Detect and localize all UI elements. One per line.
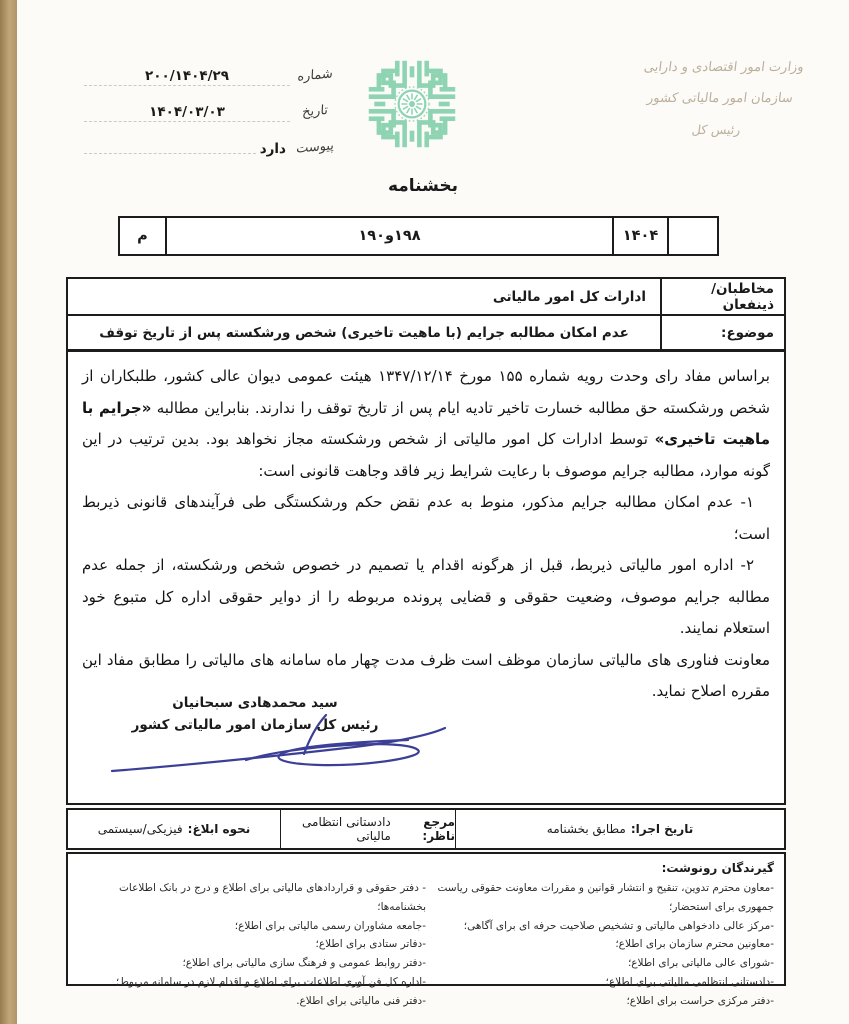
attachment-line bbox=[84, 153, 256, 154]
supervisor-cell bbox=[280, 810, 456, 848]
supervisor-value: دادستانی انتظامی مالیاتی bbox=[302, 815, 391, 843]
handwritten-signature bbox=[108, 708, 452, 788]
attachment-value: دارد bbox=[259, 141, 286, 157]
meta-attachment-row bbox=[84, 122, 340, 158]
copy-recipients-right-column bbox=[426, 879, 774, 1011]
document-meta-block bbox=[84, 50, 340, 158]
attachment-label: پیوست bbox=[295, 138, 335, 157]
cc-item: -دفتر مرکزی حراست برای اطلاع؛ bbox=[626, 994, 774, 1007]
cc-item: -جامعه مشاوران رسمی مالیاتی برای اطلاع؛ bbox=[234, 919, 426, 932]
blank-cell bbox=[669, 218, 717, 254]
page-title: بخشنامه bbox=[387, 176, 459, 196]
subject-label: موضوع: bbox=[660, 316, 784, 349]
body-p1-bold: «جرایم با ماهیت تاخیری» bbox=[82, 398, 770, 448]
cc-item: -دادستانی انتظامی مالیاتی برای اطلاع؛ bbox=[605, 975, 774, 988]
year-cell: ۱۴۰۴ bbox=[614, 218, 669, 254]
body-paragraph-2: معاونت فناوری های مالیاتی سازمان موظف است ظرف مدت چهار ماه سامانه های مالیاتی را مطابق مفاد این مقرره اصلاح نماید. bbox=[82, 650, 770, 700]
audience-label: مخاطبان/ ذینفعان bbox=[660, 279, 784, 314]
copy-recipients-columns bbox=[78, 879, 774, 1011]
execution-date-value: مطابق بخشنامه bbox=[546, 822, 626, 836]
body-item-2: ۲- اداره امور مالیاتی ذیربط، قبل از هرگونه اقدام یا تصمیم در خصوص شخص ورشکسته، از جمله عدم مطالبه جرایم موصوف، وضعیت حقوقی و قضایی پرونده مربوطه را از دوایر حقوقی اداره کل متبوع خود استعلام نمایند. bbox=[82, 556, 770, 637]
supervisor-label: مرجع ناظر: bbox=[422, 815, 455, 843]
number-label: شماره bbox=[297, 66, 334, 85]
subject-row bbox=[68, 314, 784, 349]
copy-recipients-heading: گیرندگان رونوشت: bbox=[661, 861, 774, 875]
signatory-role: رئیس کل سازمان امور مالیاتی کشور bbox=[131, 717, 379, 733]
letterhead-organization: سازمان امور مالیاتی کشور bbox=[646, 91, 794, 106]
subject-value: عدم امکان مطالبه جرایم (با ماهیت تاخیری) شخص ورشکسته پس از تاریخ توقف bbox=[99, 324, 629, 341]
signatory-name: سید محمدهادی سبحانیان bbox=[172, 695, 338, 711]
audience-row bbox=[68, 279, 784, 314]
number-value: ۲۰۰/۱۴۰۴/۲۹ bbox=[144, 68, 230, 84]
cc-item: -شورای عالی مالیاتی برای اطلاع؛ bbox=[627, 957, 774, 970]
cc-item: -مرکز عالی دادخواهی مالیاتی و تشخیص صلاحیت حرفه ای برای آگاهی؛ bbox=[463, 919, 774, 932]
meta-date-row bbox=[84, 86, 340, 122]
cc-item: -دفتر روابط عمومی و فرهنگ سازی مالیاتی برای اطلاع؛ bbox=[182, 957, 426, 970]
letterhead-role: رئیس کل bbox=[690, 122, 742, 137]
body-p1-after: توسط ادارات کل امور مالیاتی از شخص ورشکسته مجاز نخواهد بود. بدین ترتیب در این گونه موارد، مطالبه جرایم موصوف با رعایت شرایط زیر فاقد وجاهت قانونی است: bbox=[82, 430, 770, 480]
execution-date-cell bbox=[456, 810, 784, 848]
cc-item: -دفتر فنی مالیاتی برای اطلاع. bbox=[296, 994, 426, 1007]
cc-item: - دفتر حقوقی و قراردادهای مالیاتی برای اطلاع و درج در بانک اطلاعات بخشنامه‌ها؛ bbox=[119, 882, 426, 913]
scan-edge-strip bbox=[0, 0, 17, 1024]
class-letter-cell: م bbox=[120, 218, 167, 254]
execution-date-label: تاریخ اجرا: bbox=[630, 822, 694, 836]
cc-item: -دفاتر ستادی برای اطلاع؛ bbox=[315, 938, 426, 951]
number-line bbox=[84, 65, 290, 86]
notification-method-value: فیزیکی/سیستمی bbox=[97, 822, 183, 836]
letterhead-ministry: وزارت امور اقتصادی و دارایی bbox=[642, 60, 805, 75]
date-label: تاریخ bbox=[301, 102, 329, 121]
notification-method-label: نحوه ابلاغ: bbox=[187, 822, 251, 836]
audience-subject-table bbox=[66, 277, 786, 351]
classification-strip bbox=[118, 216, 719, 256]
cc-item: -معاون محترم تدوین، تنقیح و انتشار قوانین و مقررات معاونت حقوقی ریاست جمهوری برای استحضار؛ bbox=[437, 882, 774, 913]
body-p1-before: براساس مفاد رای وحدت رویه شماره ۱۵۵ مورخ ۱۳۴۷/۱۲/۱۴ هیئت عمومی دیوان عالی کشور، طلبکاران از شخص ورشکسته حق مطالبه خسارت تاخیر تادیه ایام پس از تاریخ توقف را ندارند. بنابراین مطالبه bbox=[82, 367, 771, 417]
cc-item: -اداره کل فن آوری اطلاعات برای اطلاع و اقدام لازم در سامانه مربوط؛ bbox=[115, 975, 426, 988]
copy-recipients-left-column bbox=[78, 879, 426, 1011]
body-paragraph-1 bbox=[82, 361, 770, 487]
audience-value: ادارات کل امور مالیاتی bbox=[492, 288, 646, 305]
meta-number-row bbox=[84, 50, 340, 86]
copy-recipients-box bbox=[66, 852, 786, 1007]
tax-administration-emblem-icon bbox=[366, 56, 458, 152]
notification-method-cell bbox=[68, 810, 280, 848]
execution-info-row bbox=[66, 808, 786, 850]
date-value: ۱۴۰۴/۰۳/۰۳ bbox=[149, 104, 225, 120]
body-item-1: ۱- عدم امکان مطالبه جرایم مذکور، منوط به عدم نقض حکم ورشکستگی طی فرآیندهای قانونی ذیربط است؛ bbox=[82, 493, 770, 543]
date-line bbox=[84, 101, 290, 122]
letterhead bbox=[599, 52, 840, 145]
articles-cell: ۱۹۸و۱۹۰ bbox=[167, 218, 614, 254]
cc-item: -معاونین محترم سازمان برای اطلاع؛ bbox=[615, 938, 774, 951]
